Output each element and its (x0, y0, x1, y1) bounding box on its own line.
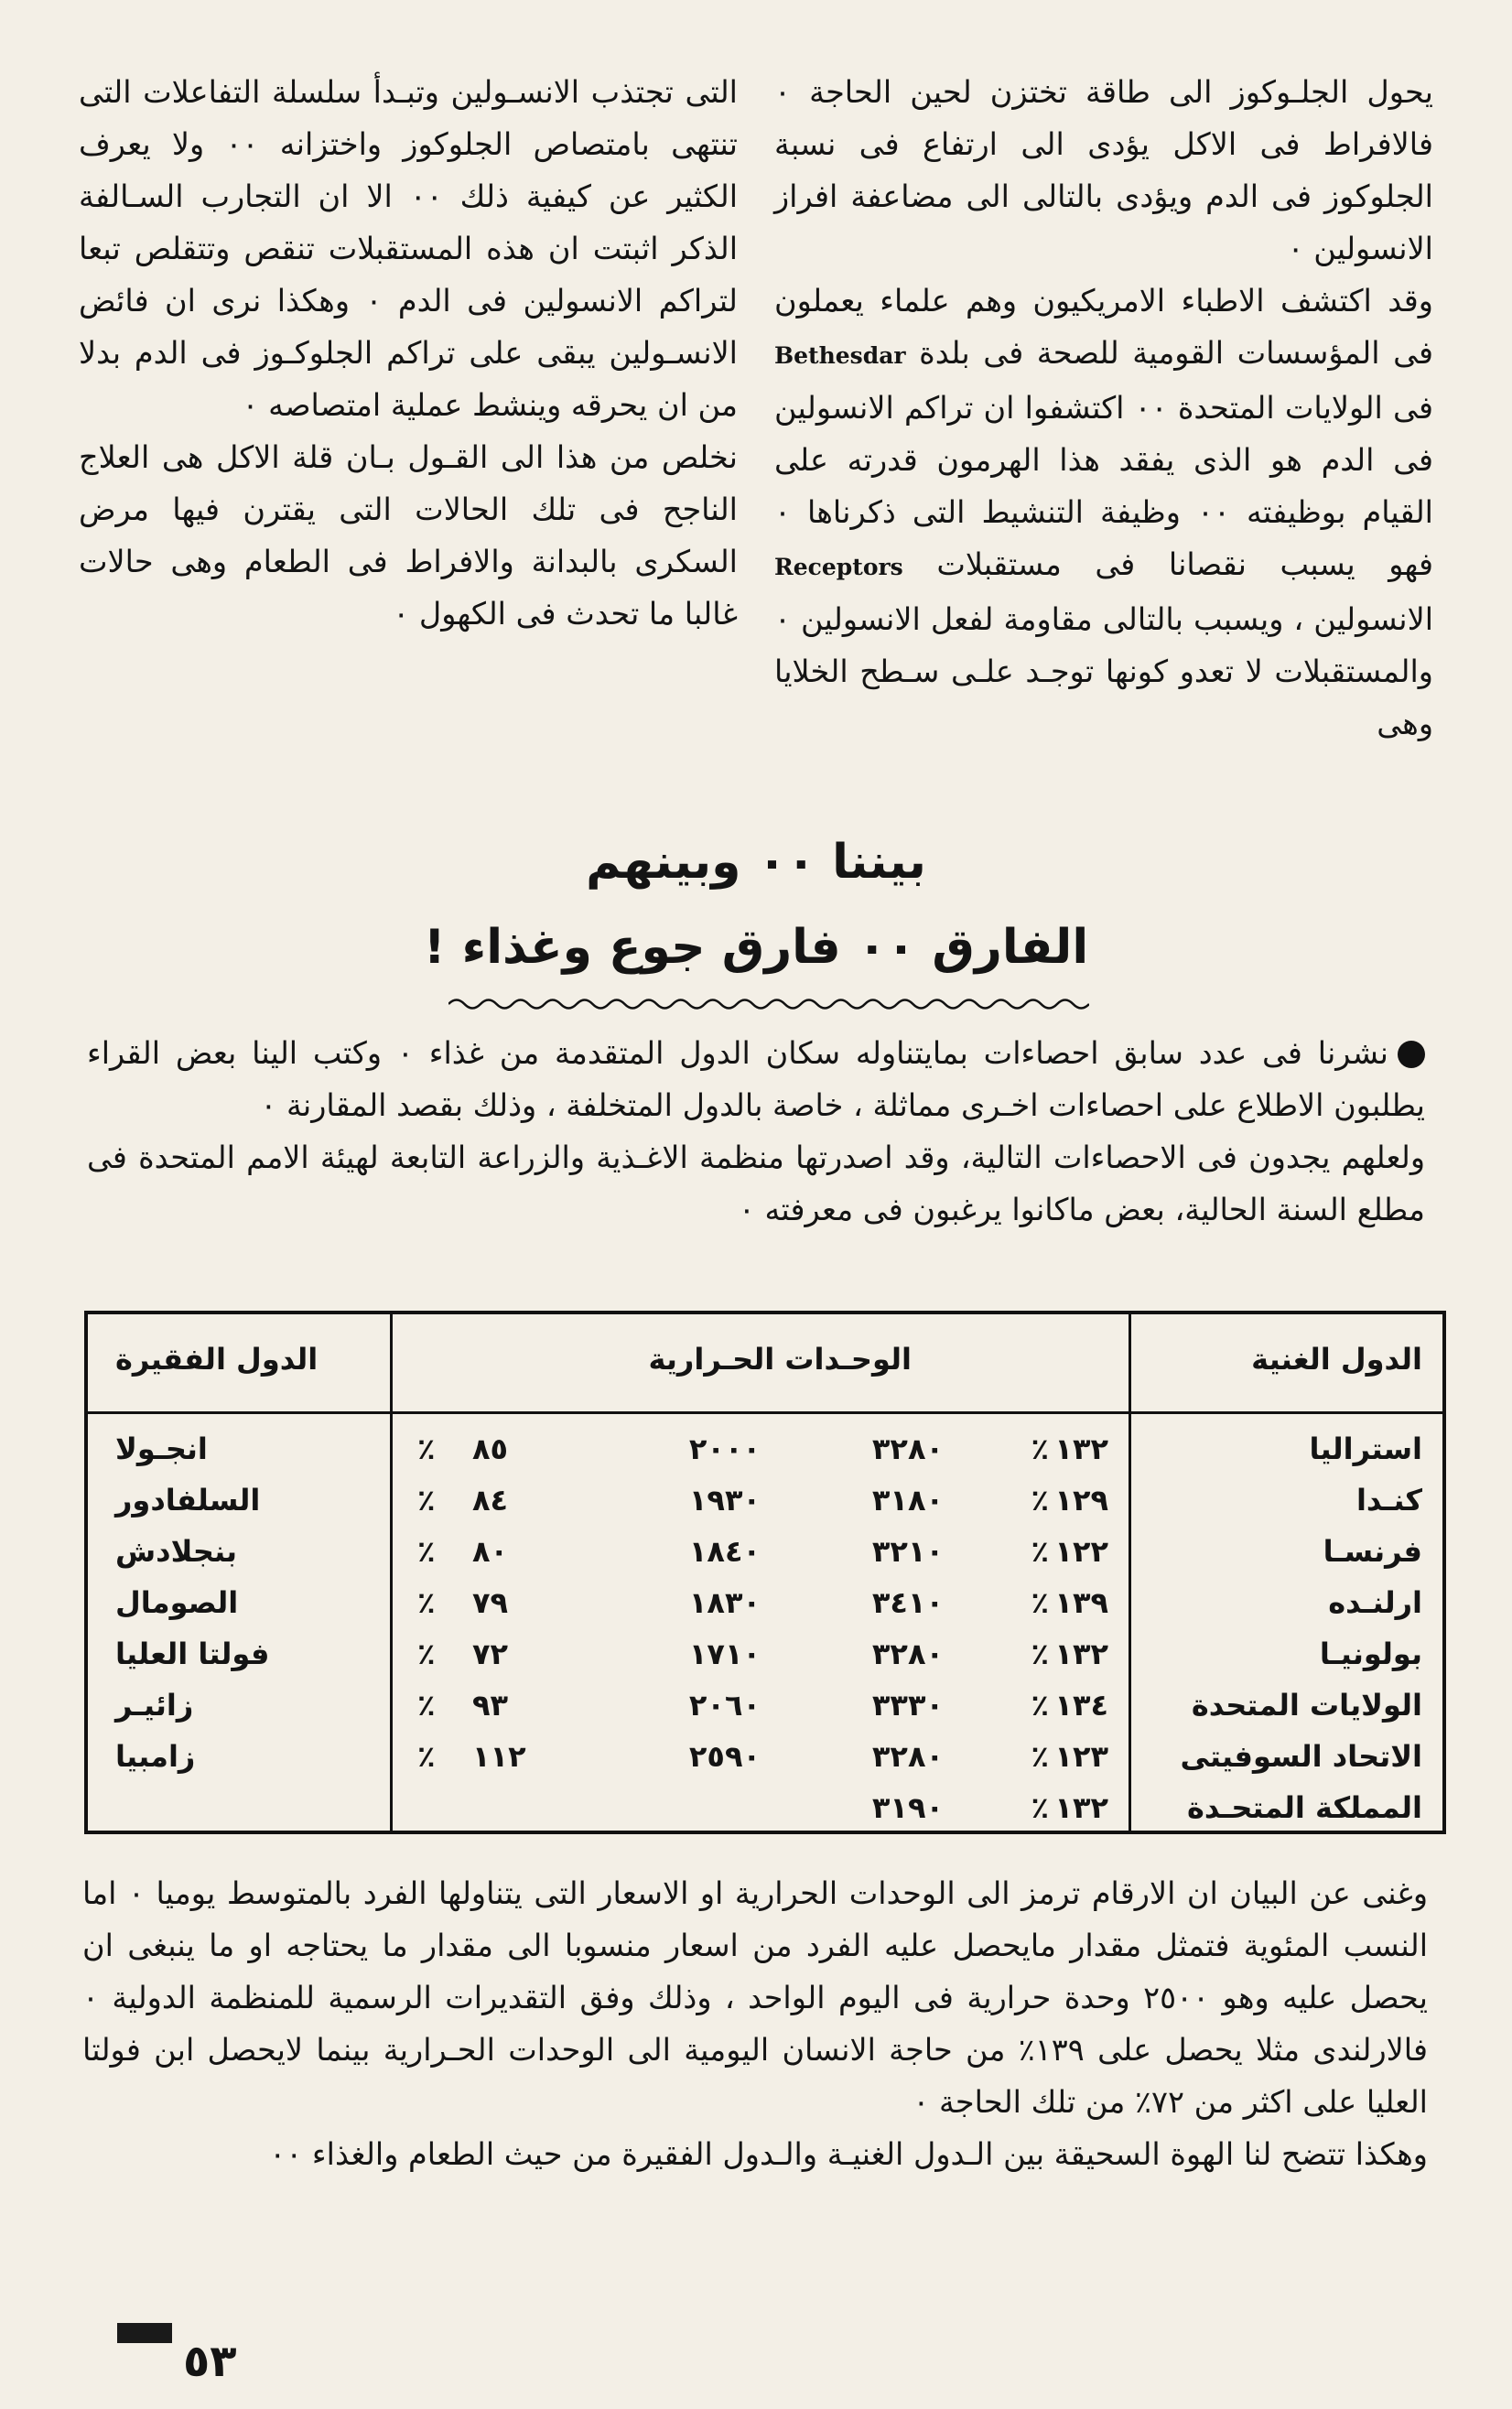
rich-calories: ٣١٩٠ (871, 1790, 944, 1825)
poor-calories: ١٨٤٠ (688, 1534, 761, 1569)
poor-country-name: زامبيا (115, 1739, 196, 1774)
percent-sign: ٪ (417, 1534, 436, 1569)
rich-percent: ١٣٢ (1054, 1790, 1108, 1825)
latin-term: Bethesdar (774, 342, 906, 369)
percent-sign: ٪ (1031, 1431, 1049, 1466)
poor-country-name: السلفادور (115, 1483, 261, 1518)
table-divider (1129, 1314, 1131, 1831)
rich-country-name: بولونيـا (1319, 1637, 1422, 1671)
rich-country-name: الولايات المتحدة (1191, 1688, 1422, 1723)
percent-sign: ٪ (417, 1688, 436, 1723)
poor-country-name: زائيـر (115, 1688, 194, 1723)
percent-sign: ٪ (417, 1483, 436, 1518)
poor-calories: ٢٠٦٠ (688, 1688, 761, 1723)
rich-calories: ٣١٨٠ (871, 1483, 944, 1518)
poor-percent: ٨٠ (472, 1534, 509, 1569)
rich-percent: ١٣٢ (1054, 1431, 1108, 1466)
rich-percent: ١٢٢ (1054, 1534, 1108, 1569)
rich-calories: ٣٤١٠ (871, 1585, 944, 1620)
poor-country-name: فولتا العليا (115, 1637, 270, 1671)
poor-percent: ٨٥ (472, 1431, 509, 1466)
poor-calories: ١٧١٠ (688, 1637, 761, 1671)
calorie-table (84, 1311, 1446, 1834)
page-number: ٥٣ (183, 2336, 237, 2387)
percent-sign: ٪ (1031, 1534, 1049, 1569)
intro-text (87, 1027, 1425, 1236)
paragraph: وقد اكتشف الاطباء الامريكيون وهم علماء يعملون فى المؤسسات القومية للصحة فى بلدة Bethesdar فى الولايات المتحدة ٠٠ اكتشفوا ان تراكم الانسولين فى الدم هو الذى يفقد هذا الهرمون قدرته على القيام بوظيفته ٠٠ وظيفة التنشيط التى ذكرناها ٠ فهو يسبب نقصانا فى مستقبلات Receptors الانسولين ، ويسبب بالتالى مقاومة لفعل الانسولين ٠ والمستقبلات لا تعدو كونها توجـد علـى سـطح الخلايا وهى (774, 283, 1434, 741)
percent-sign: ٪ (417, 1431, 436, 1466)
rich-country-name: كنـدا (1355, 1483, 1422, 1518)
poor-calories: ٢٠٠٠ (688, 1431, 761, 1466)
rich-country-name: فرنسـا (1323, 1534, 1422, 1569)
end-mark-icon (117, 2323, 172, 2343)
poor-country-name: انجـولا (115, 1431, 208, 1466)
poor-country-name: الصومال (115, 1585, 239, 1620)
percent-sign: ٪ (1031, 1637, 1049, 1671)
poor-country-name: بنجلادش (115, 1534, 238, 1569)
rich-calories: ٣٣٣٠ (871, 1688, 944, 1723)
rich-calories: ٣٢٨٠ (871, 1739, 944, 1774)
percent-sign: ٪ (417, 1739, 436, 1774)
rich-calories: ٣٢٨٠ (871, 1431, 944, 1466)
rich-calories: ٣٢٨٠ (871, 1637, 944, 1671)
rich-percent: ١٣٩ (1054, 1585, 1108, 1620)
paragraph: وغنى عن البيان ان الارقام ترمز الى الوحدات الحرارية او الاسعار التى يتناولها الفرد بالمتوسط يوميا ٠ اما النسب المئوية فتمثل مقدار مايحصل عليه الفرد من اسعار منسوبا الى مقدار ما يحتاجه او ما ينبغى ان يحصل عليه وهو ٢٥٠٠ وحدة حرارية فى اليوم الواحد ، وذلك وفق التقديرات الرسمية للمنظمة الدولية ٠ فالارلندى مثلا يحصل على ١٣٩٪ من حاجة الانسان اليومية الى الوحدات الحـرارية بينما لايحصل ابن فولتا العليا على اكثر من ٧٢٪ من تلك الحاجة ٠ (82, 1875, 1428, 2120)
header-rich-countries: الدول الغنية (1251, 1342, 1422, 1377)
paragraph: نشرنا فى عدد سابق احصاءات بمايتناوله سكان الدول المتقدمة من غذاء ٠ وكتب الينا بعض القراء يطلبون الاطلاع على احصاءات اخـرى مماثلة ، خاصة بالدول المتخلفة ، وذلك بقصد المقارنة ٠ (87, 1035, 1425, 1123)
percent-sign: ٪ (1031, 1688, 1049, 1723)
rich-country-name: الاتحاد السوفيتى (1180, 1739, 1422, 1774)
rich-percent: ١٢٣ (1054, 1739, 1108, 1774)
poor-calories: ١٩٣٠ (688, 1483, 761, 1518)
paragraph: التى تجتذب الانسـولين وتبـدأ سلسلة التفاعلات التى تنتهى بامتصاص الجلوكوز واختزانه ٠٠ ولا يعرف الكثير عن كيفية ذلك ٠٠ الا ان التجارب السـالفة الذكر اثبتت ان هذه المستقبلات تنقص وتتقلص تبعا لتراكم الانسولين فى الدم ٠ وهكذا نرى ان فائض الانسـولين يبقى على تراكم الجلوكـوز فى الدم بدلا من ان يحرقه وينشط عملية امتصاصه ٠ (79, 74, 739, 423)
rich-percent: ١٣٢ (1054, 1637, 1108, 1671)
rich-country-name: استراليا (1309, 1431, 1422, 1466)
rich-percent: ١٢٩ (1054, 1483, 1108, 1518)
rich-country-name: ارلنـده (1328, 1585, 1422, 1620)
percent-sign: ٪ (1031, 1739, 1049, 1774)
closing-text (82, 1867, 1428, 2180)
rich-country-name: المملكة المتحـدة (1187, 1790, 1422, 1825)
paragraph: وهكذا تتضح لنا الهوة السحيقة بين الـدول الغنيـة والـدول الفقيرة من حيث الطعام والغذاء ٠٠ (269, 2136, 1428, 2172)
percent-sign: ٪ (417, 1585, 436, 1620)
percent-sign: ٪ (1031, 1790, 1049, 1825)
bullet-icon (1398, 1041, 1425, 1068)
paragraph: نخلص من هذا الى القـول بـان قلة الاكل هى العلاج الناجح فى تلك الحالات التى يقترن فيها مرض السكرى بالبدانة والافراط فى الطعام وهى حالات غالبا ما تحدث فى الكهول ٠ (79, 439, 738, 632)
header-calories: الوحـدات الحـرارية (648, 1342, 912, 1377)
rich-calories: ٣٢١٠ (871, 1534, 944, 1569)
headline-line-1: بيننا ٠٠ وبينهم (586, 835, 926, 890)
paragraph: ولعلهم يجدون فى الاحصاءات التالية، وقد اصدرتها منظمة الاغـذية والزراعة التابعة لهيئة الامم المتحدة فى مطلع السنة الحالية، بعض ماكانوا يرغبون فى معرفته ٠ (87, 1140, 1425, 1227)
percent-sign: ٪ (417, 1637, 436, 1671)
poor-calories: ١٨٣٠ (688, 1585, 761, 1620)
poor-calories: ٢٥٩٠ (688, 1739, 761, 1774)
latin-term: Receptors (774, 554, 903, 580)
percent-sign: ٪ (1031, 1483, 1049, 1518)
poor-percent: ٧٩ (472, 1585, 509, 1620)
header-poor-countries: الدول الفقيرة (115, 1342, 319, 1377)
column-right (774, 66, 1433, 750)
poor-percent: ٩٣ (472, 1688, 509, 1723)
rich-percent: ١٣٤ (1054, 1688, 1108, 1723)
column-left (79, 66, 738, 640)
table-header-rule (88, 1411, 1442, 1414)
poor-percent: ١١٢ (472, 1739, 526, 1774)
percent-sign: ٪ (1031, 1585, 1049, 1620)
paragraph: يحول الجلـوكوز الى طاقة تختزن لحين الحاجة ٠ فالافراط فى الاكل يؤدى الى ارتفاع فى نسبة الجلوكوز فى الدم ويؤدى بالتالى الى مضاعفة افراز الانسولين ٠ (774, 74, 1433, 266)
wavy-underline (448, 996, 1089, 1012)
table-divider (390, 1314, 393, 1831)
headline-line-2: الفارق ٠٠ فارق جوع وغذاء ! (423, 920, 1089, 975)
poor-percent: ٨٤ (472, 1483, 509, 1518)
poor-percent: ٧٢ (472, 1637, 509, 1671)
